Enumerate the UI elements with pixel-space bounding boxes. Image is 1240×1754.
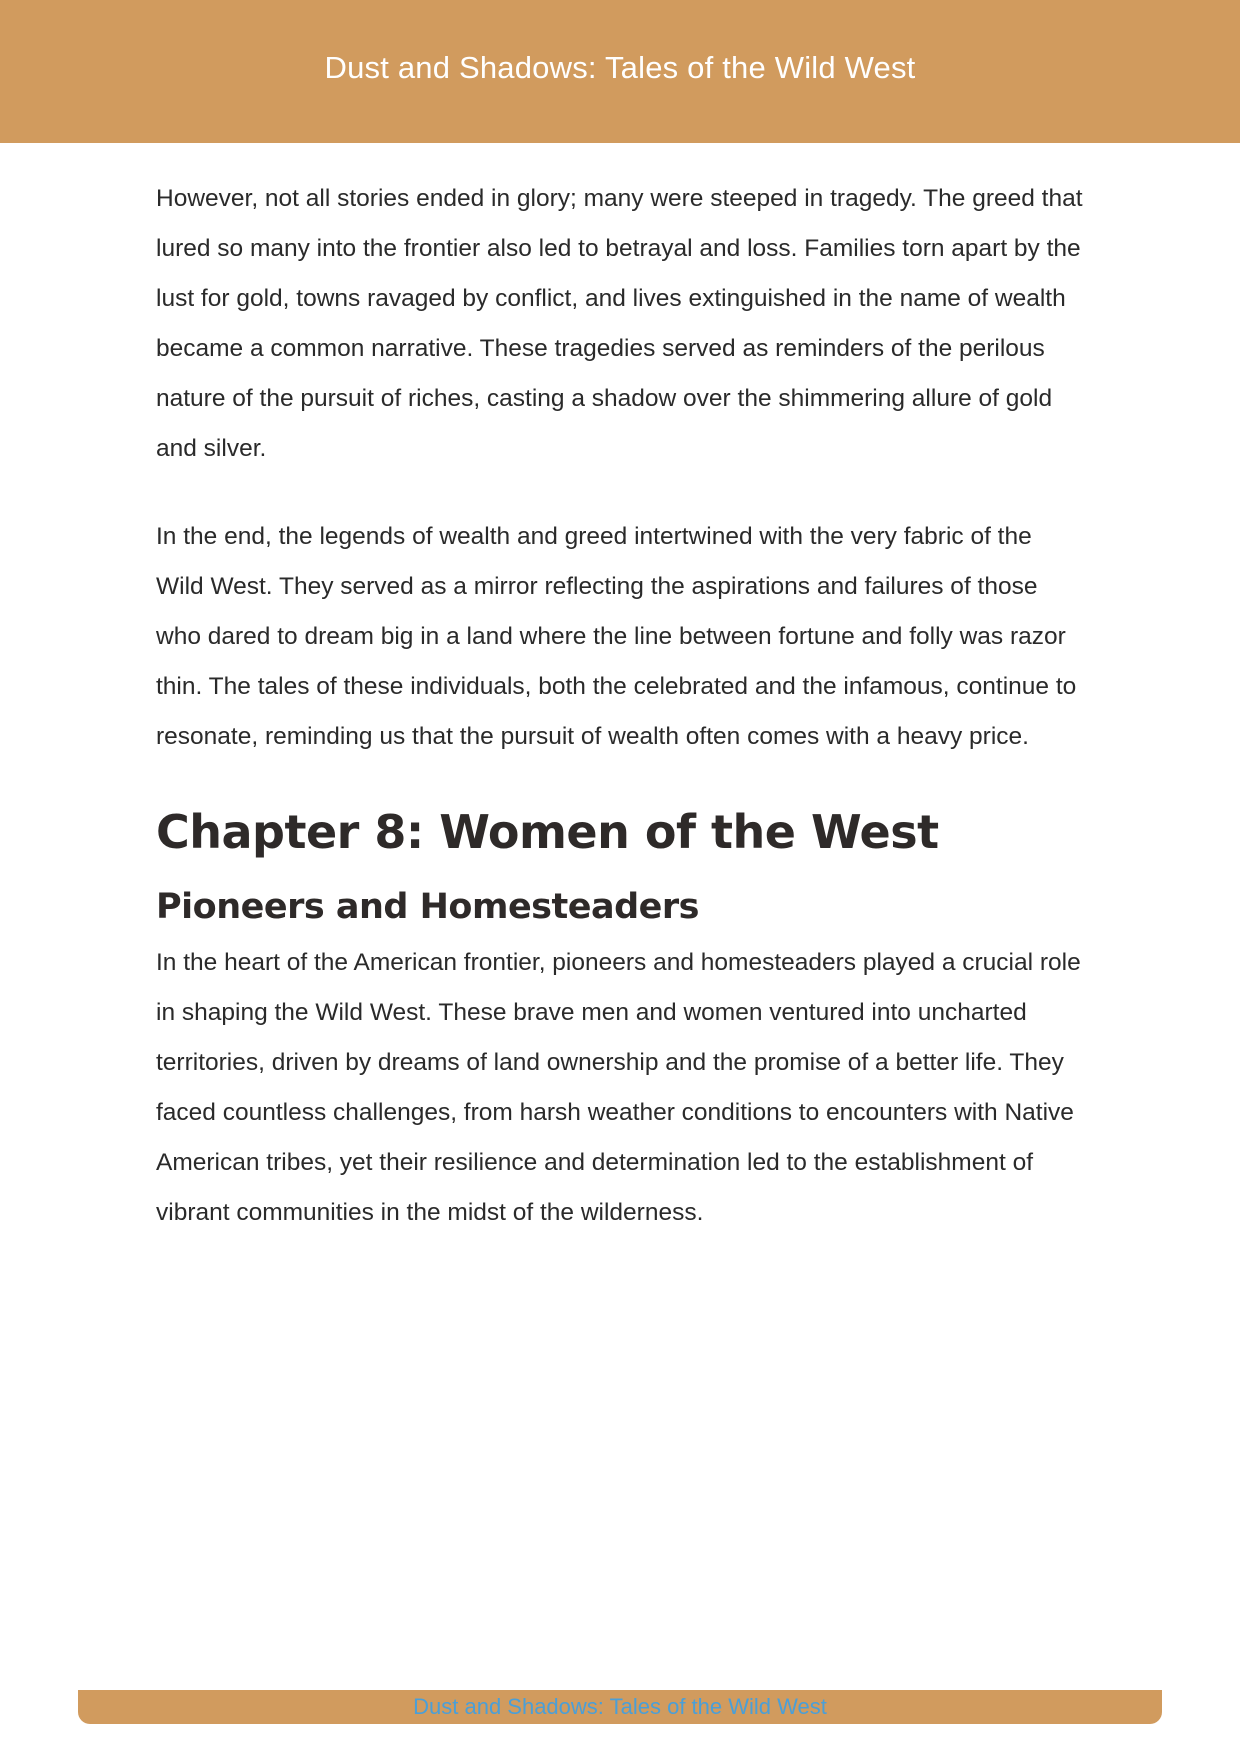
page-content (156, 174, 1086, 1238)
page-footer (78, 1690, 1162, 1724)
header-title: Dust and Shadows: Tales of the Wild West (324, 50, 916, 85)
section-title: Pioneers and Homesteaders (156, 887, 699, 927)
body-paragraph: In the end, the legends of wealth and greed intertwined with the very fabric of the Wild West. They served as a mirror reflecting the aspirations and failures of those who dared to dream big in a land where the line between fortune and folly was razor thin. The tales of these individuals, both the celebrated and the infamous, continue to resonate, reminding us that the pursuit of wealth often comes with a heavy price. (156, 523, 1077, 750)
body-paragraph: However, not all stories ended in glory; many were steeped in tragedy. The greed that lured so many into the frontier also led to betrayal and loss. Families torn apart by the lust for gold, towns ravaged by conflict, and lives extinguished in the name of wealth became a common narrative. These tragedies served as reminders of the perilous nature of the pursuit of riches, casting a shadow over the shimmering allure of gold and silver. (156, 185, 1083, 462)
page-header (0, 0, 1240, 143)
footer-title: Dust and Shadows: Tales of the Wild West (413, 1694, 827, 1719)
chapter-title: Chapter 8: Women of the West (156, 805, 939, 859)
body-paragraph: In the heart of the American frontier, pioneers and homesteaders played a crucial role in shaping the Wild West. These brave men and women ventured into uncharted territories, driven by dreams of land ownership and the promise of a better life. They faced countless challenges, from harsh weather conditions to encounters with Native American tribes, yet their resilience and determination led to the establishment of vibrant communities in the midst of the wilderness. (156, 949, 1081, 1226)
